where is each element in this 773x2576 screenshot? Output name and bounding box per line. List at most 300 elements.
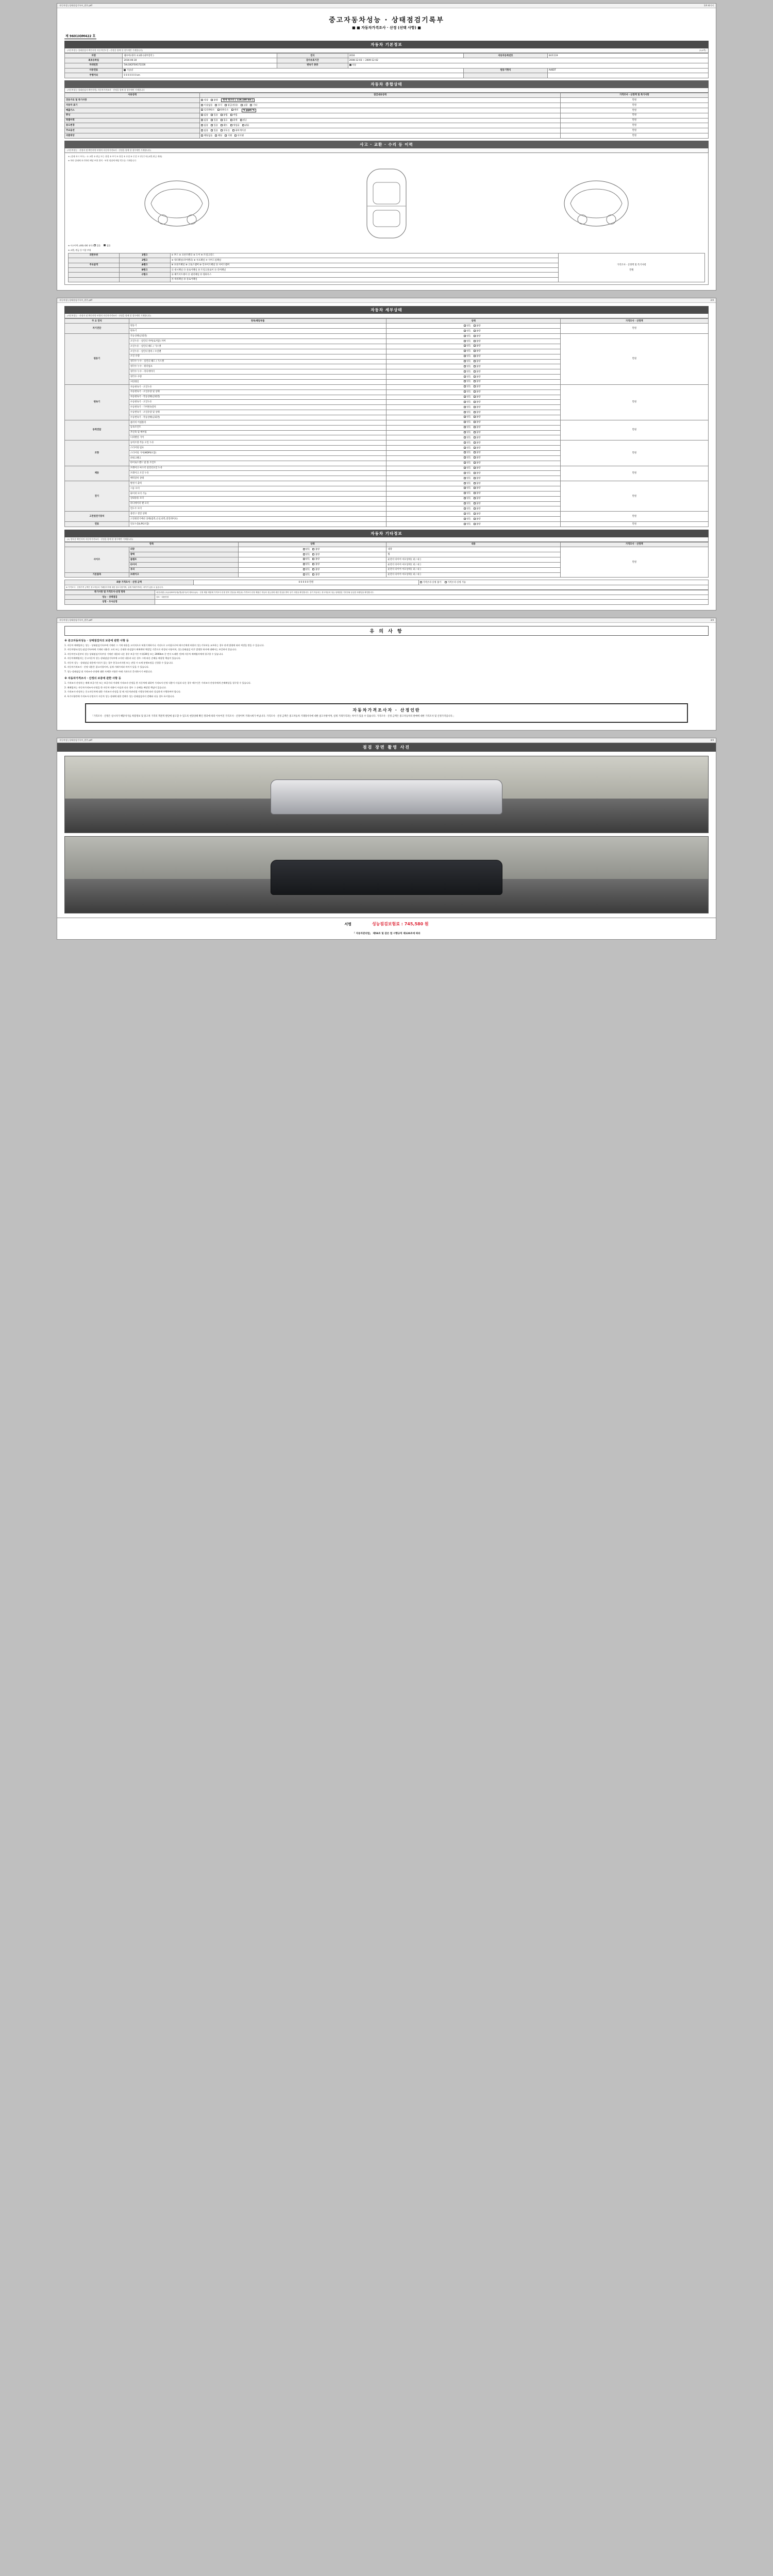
- overall-row-options: [200, 113, 560, 118]
- detail-opt-3-1-0[interactable]: 양호: [464, 426, 471, 429]
- overall-opt-6-1[interactable]: 있음: [211, 129, 218, 132]
- detail-opt-6-3-1[interactable]: 불량: [474, 497, 481, 500]
- section-band-overall: 자동차 종합상태: [64, 80, 709, 88]
- serial-number: 제 9601IOM422 호: [65, 35, 96, 38]
- detail-opt-2-0-1[interactable]: 불량: [474, 385, 481, 388]
- etc-opt-3-0[interactable]: 양호: [303, 563, 310, 566]
- value-mileage-note: [547, 73, 708, 78]
- accident-parts-title: ※ 교환, 판금 등 이상 부위: [68, 248, 91, 251]
- detail-opt-5-2-0[interactable]: 양호: [464, 477, 471, 480]
- table-row: [65, 547, 709, 552]
- overall-opt-4-0[interactable]: 없음: [201, 119, 208, 122]
- etc-opt-3-1[interactable]: 불량: [312, 563, 320, 566]
- etc-opt-4-1[interactable]: 불량: [312, 568, 320, 571]
- detail-opt-1-8-0[interactable]: 양호: [464, 376, 471, 379]
- detail-opt-5-2-1[interactable]: 불량: [474, 477, 481, 480]
- detail-item-state: [386, 339, 560, 344]
- detail-opt-8-0-1[interactable]: 불량: [474, 523, 481, 526]
- detail-opt-6-0-1[interactable]: 불량: [474, 482, 481, 485]
- overall-opt-5-2[interactable]: 렌트: [221, 124, 228, 127]
- overall-row-options: [200, 103, 560, 108]
- etc-opt-2-1[interactable]: 불량: [312, 558, 320, 561]
- etc-opt-4-0[interactable]: 양호: [303, 568, 310, 571]
- overall-row-label: 자동차 표기: [65, 103, 200, 108]
- notice-item: 4. 자동차매매업자는 중고자동차 성능·상태점검기록부에 고지된 내용과 다른 경우 그에 따른 손해를 배상할 책임이 있습니다.: [64, 657, 181, 660]
- detail-item-label: 파워크랭크: [129, 455, 386, 461]
- etc-opt-5-0[interactable]: 양호: [303, 573, 310, 577]
- section-note-basic: (자동차성능·상태점검자 확인사항 자동차인도일 : 산정을 함께 할 경우에만 기재합니다) (1/4쪽): [64, 48, 709, 53]
- detail-item-label: 디퍼렌셜 기어: [129, 435, 386, 440]
- document-title: 중고자동차성능 · 상태점검기록부: [329, 16, 444, 24]
- stamp-body: 「가격조사 · 산정은 실시자가 해당자가를 차량정보 및 중고차 가격의 객관적 판단에 참고할 수 있도록 현장상태 확인 결과에 따라 이루어진 가격조사 · 산정이며 거래시세가 아닙니다. 가격조사 · 산정 금액은 중고자동차 거래당사자에 대한 참고사항이며, 실제 거래가격과는 차이가 있을 수 있습니다. 가격조사 · 산정 금액은 중고자동차의 판매에 대한 가격조사 및 산정가격입니다.」: [91, 715, 456, 718]
- detail-opt-2-6-0[interactable]: 양호: [464, 416, 471, 419]
- etc-opt-1-0[interactable]: 양호: [303, 553, 310, 556]
- overall-opt-0-0[interactable]: 정상: [201, 99, 208, 102]
- overall-opt-0-1[interactable]: 불량: [211, 99, 218, 102]
- detail-item-state: [386, 420, 560, 425]
- detail-opt-0-1-1[interactable]: 불량: [474, 330, 481, 333]
- detail-opt-4-2-0[interactable]: 양호: [464, 451, 471, 454]
- signature-row: [57, 918, 716, 930]
- overall-opt-3-0[interactable]: 없음: [201, 114, 208, 117]
- detail-opt-2-5-0[interactable]: 양호: [464, 411, 471, 414]
- fuel-option[interactable]: 가솔린: [124, 69, 133, 72]
- overall-opt-4-3[interactable]: 화재: [230, 119, 238, 122]
- notice-heading-1: ※ 중고자동차성능 · 상태점검자의 보증에 관한 사항 등: [64, 639, 129, 642]
- detail-opt-2-2-0[interactable]: 양호: [464, 396, 471, 399]
- detail-group-note: 만원: [560, 466, 708, 481]
- detail-item-state: [386, 481, 560, 486]
- total-opt-unavailable[interactable]: 가격조사·산정 불가: [420, 581, 441, 584]
- detail-item-label: 발전기 출력: [129, 481, 386, 486]
- overall-opt-2-0[interactable]: 일산화탄소: [201, 109, 214, 112]
- detail-opt-8-0-0[interactable]: 양호: [464, 523, 471, 526]
- total-footnote: ※ 가격조사 · 산정가격 금액은 중고자동차 거래당사자에 대한 참고사항이며, 실제 거래가격과는 차이가 있을 수 있습니다.: [65, 585, 709, 589]
- accident-desc-2: ※ 하단 상태에 표기하면 해당 부위 위치 · 부위 명칭에 해당 번호를 기재합니다: [68, 159, 137, 162]
- etc-item-a: 광택: [129, 552, 238, 557]
- detail-opt-6-2-1[interactable]: 불량: [474, 492, 481, 495]
- detail-opt-6-0-0[interactable]: 양호: [464, 482, 471, 485]
- total-check-opts: [418, 580, 708, 585]
- col-detail-group: 주 요 장치: [65, 319, 129, 324]
- overall-opt-6-2[interactable]: 선루프: [221, 129, 230, 132]
- detail-opt-4-0-0[interactable]: 양호: [464, 442, 471, 445]
- detail-opt-7-1-0[interactable]: 양호: [464, 518, 471, 521]
- detail-opt-1-3-0[interactable]: 양호: [464, 350, 471, 353]
- value-car-name: 쉐보아(대우) 4.4D (내부장착 ): [123, 54, 277, 58]
- overall-row-detail: 현재 레코더 [ 119,180 km ]: [221, 98, 255, 102]
- overall-opt-4-2[interactable]: 침수: [221, 119, 228, 122]
- detail-opt-5-1-1[interactable]: 불량: [474, 472, 481, 475]
- etc-opt-0-1[interactable]: 불량: [312, 548, 320, 551]
- overall-opt-1-4[interactable]: 기타: [250, 104, 257, 107]
- detail-item-label: 냉각수 누수 - 워터펌프: [129, 364, 386, 369]
- overall-row-note: 만원: [560, 128, 708, 133]
- detail-item-state: [386, 522, 560, 527]
- detail-item-state: [386, 506, 560, 512]
- value-first-reg: 2016-06-30: [123, 58, 277, 63]
- viewer-filename-4: 자동차성능상태점검기록부_원본.pdf: [59, 739, 92, 742]
- overall-opt-7-1[interactable]: 해당: [215, 134, 222, 138]
- detail-opt-6-3-0[interactable]: 양호: [464, 497, 471, 500]
- detail-opt-4-1-1[interactable]: 불량: [474, 447, 481, 450]
- etc-opt-2-0[interactable]: 양호: [303, 558, 310, 561]
- photo-section-band: 점검 장면 촬영 사진: [57, 743, 716, 752]
- stamp-title: 자동차가격조사자 · 산정인란: [352, 708, 421, 713]
- viewer-pageinfo-3: 3/4: [710, 618, 714, 621]
- etc-group-base: 기본품목: [65, 572, 129, 578]
- overall-row-label: 배출가스: [65, 108, 200, 113]
- detail-opt-3-2-1[interactable]: 불량: [474, 431, 481, 434]
- detail-opt-2-4-1[interactable]: 불량: [474, 406, 481, 409]
- overall-opt-3-2[interactable]: 불법: [221, 114, 228, 117]
- viewer-filename: 자동차성능상태점검기록부_원본.pdf: [59, 4, 92, 7]
- detail-item-state: [386, 517, 560, 522]
- detail-opt-6-2-0[interactable]: 양호: [464, 492, 471, 495]
- overall-row-note: 만원: [560, 103, 708, 108]
- detail-item-label: 등속조인트: [129, 425, 386, 430]
- etc-item-state: [239, 552, 386, 557]
- detail-item-label: 변속기: [129, 329, 386, 334]
- detail-opt-1-2-1[interactable]: 불량: [474, 345, 481, 348]
- detail-item-label: 실내송풍 모터: [129, 496, 386, 501]
- accident-parts: ⑧ 프론트패널 ⑨ 크로스멤버 ⑩ 인사이드패널 ⑪ 사이드멤버: [170, 263, 558, 267]
- accident-diagram-area: [64, 153, 709, 285]
- detail-item-state: [386, 359, 560, 364]
- detail-item-state: [386, 425, 560, 430]
- overall-opt-4-4[interactable]: 전손: [240, 119, 247, 122]
- overall-opt-7-2[interactable]: 이행: [225, 134, 232, 138]
- overall-row-options: [200, 108, 560, 113]
- detail-item-state: [386, 379, 560, 384]
- detail-item-state: [386, 440, 560, 446]
- detail-opt-7-0-1[interactable]: 불량: [474, 513, 481, 516]
- detail-opt-1-9-1[interactable]: 불량: [474, 380, 481, 383]
- notice-item: 2. 자동차양도(성능점검기록부)에 기재된 내용은 고의 또는 중대한 과실없이 매매계약 체결일 기준으로 작성된 사항이며, 성능상태점검 이후 발생한 하자에 대해서는 보증하지 않습니다.: [64, 648, 237, 651]
- detail-opt-7-0-0[interactable]: 양호: [464, 513, 471, 516]
- sheet-page-1: [57, 3, 716, 291]
- detail-opt-3-1-1[interactable]: 불량: [474, 426, 481, 429]
- detail-opt-1-8-1[interactable]: 불량: [474, 376, 481, 379]
- section-note-detail: (자동차성능 · 산정자 및 확인사항 부위의 자동차가격조사 · 산정을 함께 할 경우에만 기재합니다): [64, 314, 709, 318]
- accident-parts: ⑤ 쿼터패널(리어펜더) ⑥ 루프패널 ⑦ 사이드실패널: [170, 258, 558, 263]
- detail-item-label: 고전원전기배선 상태(접촉,손상,피복,절연테이프): [129, 517, 386, 522]
- notice-item: 2. 매매업자는 자동차가격조사·산정을 한 자동차 내용이 사실과 다른 경우 그 손해를 배상할 책임이 있습니다.: [64, 686, 166, 689]
- value-total-digits: 0 0 0 0 0 만원: [193, 580, 418, 585]
- notice-item: 7. 성능·상태점검 및 가격조사·산정에 대한 자세한 사항은 아래 기관으로 문의하시기 바랍니다.: [64, 670, 153, 673]
- detail-opt-3-3-1[interactable]: 불량: [474, 436, 481, 439]
- value-reg-no: 04호119: [547, 54, 708, 58]
- table-row: [65, 118, 709, 123]
- detail-opt-4-2-1[interactable]: 불량: [474, 451, 481, 454]
- label-fuel: 사용연료: [65, 68, 123, 73]
- accident-parts: ⑫ 대시패널 ⑬ 플로어패널 ⑭ 트렁크플로어 ⑮ 리어패널: [170, 268, 558, 273]
- detail-item-state: [386, 349, 560, 354]
- detail-opt-5-0-0[interactable]: 양호: [464, 467, 471, 470]
- etc-item-a: 외장: [129, 547, 238, 552]
- detail-opt-2-0-0[interactable]: 양호: [464, 385, 471, 388]
- overall-opt-5-3[interactable]: 영업용: [230, 124, 240, 127]
- detail-opt-1-4-0[interactable]: 양호: [464, 355, 471, 358]
- detail-item-state: [386, 389, 560, 395]
- detail-item-state: [386, 415, 560, 420]
- detail-item-label: 와이퍼 모터 기능: [129, 491, 386, 496]
- detail-group-note: 만원: [560, 334, 708, 385]
- table-row: [65, 108, 709, 113]
- overall-opt-5-0[interactable]: 없음: [201, 124, 208, 127]
- overall-opt-6-3[interactable]: 내비게이션: [232, 129, 246, 132]
- table-row: [65, 128, 709, 133]
- detail-item-state: [386, 410, 560, 415]
- detail-opt-4-4-0[interactable]: 양호: [464, 462, 471, 465]
- overall-opt-1-1[interactable]: 부식: [215, 104, 222, 107]
- detail-opt-2-3-1[interactable]: 불량: [474, 401, 481, 404]
- table-row: [65, 384, 709, 389]
- detail-opt-1-0-0[interactable]: 양호: [464, 335, 471, 338]
- overall-row-note: 만원: [560, 123, 708, 128]
- detail-opt-4-1-0[interactable]: 양호: [464, 447, 471, 450]
- table-row: [65, 512, 709, 517]
- signoff-label: 성명 · 조사산정: [65, 600, 155, 604]
- detail-opt-3-0-0[interactable]: 양호: [464, 421, 471, 424]
- notice-item: 1. 자동차 매매업자는 성능 · 상태점검기록부에 기재된 그 기재 내용을 고의적으로 허위기재하거나 거짓으로 고지함으로써 매수인에게 허위의 성능기록부를 교부하는 경우 관계 법령에 따라 처벌을 받을 수 있습니다.: [64, 643, 264, 647]
- viewer-pageinfo: 1/4 페이지: [703, 4, 714, 7]
- detail-opt-6-1-0[interactable]: 양호: [464, 487, 471, 490]
- detail-item-state: [386, 471, 560, 476]
- section-band-detail: 자동차 세부상태: [64, 306, 709, 314]
- notice-item: 3. 가격조사·산정자는 중고자동차에 대한 가격조사·산정을 할 때 자동차관리법 시행규칙에 따라 성실하게 수행하여야 합니다.: [64, 690, 181, 693]
- detail-opt-7-1-1[interactable]: 불량: [474, 518, 481, 521]
- detail-opt-1-9-0[interactable]: 양호: [464, 380, 471, 383]
- overall-row-label: 리콜대상: [65, 133, 200, 139]
- value-mileage: 0 0 0 0 0 0 km: [123, 73, 464, 78]
- etc-note: 만원: [560, 547, 708, 578]
- table-row: [65, 580, 709, 585]
- document-body-2: [57, 303, 716, 610]
- detail-opt-2-3-0[interactable]: 양호: [464, 401, 471, 404]
- detail-item-label: 오일누유 - 실린더 커버(로커암) 커버: [129, 339, 386, 344]
- detail-item-label: 충전구 절연 상태: [129, 512, 386, 517]
- detail-opt-3-3-0[interactable]: 양호: [464, 436, 471, 439]
- detail-opt-6-4-1[interactable]: 불량: [474, 502, 481, 505]
- detail-opt-1-2-0[interactable]: 양호: [464, 345, 471, 348]
- detail-opt-4-3-1[interactable]: 불량: [474, 456, 481, 460]
- table-row: [65, 113, 709, 118]
- table-row: [65, 334, 709, 339]
- detail-opt-2-5-1[interactable]: 불량: [474, 411, 481, 414]
- etc-opt-5-1[interactable]: 불량: [312, 573, 320, 577]
- detail-item-label: 자동변속기 - 작동상태(공회전): [129, 395, 386, 400]
- notice-heading-2: ※ 자동차가격조사 · 산정의 보증에 관한 사항 등: [64, 677, 121, 681]
- accident-note: 가격조사 · 산정액 및 특기사항 만원: [558, 253, 704, 282]
- etc-group-size: 사이즈: [65, 547, 129, 572]
- detail-item-state: [386, 446, 560, 451]
- detail-item-label: 배력장치 상태: [129, 476, 386, 481]
- detail-opt-6-5-1[interactable]: 불량: [474, 507, 481, 511]
- table-header-row: [65, 542, 709, 547]
- detail-opt-4-4-1[interactable]: 불량: [474, 462, 481, 465]
- table-etc: [64, 542, 709, 578]
- detail-opt-1-7-0[interactable]: 양호: [464, 370, 471, 374]
- notice-title: 유 의 사 항: [64, 626, 709, 636]
- detail-item-label: 클러치 어셈블리: [129, 420, 386, 425]
- total-opt-available[interactable]: 가격조사·산정 가능: [445, 581, 466, 584]
- car-diagram-right-side-icon: [558, 175, 635, 232]
- detail-item-state: [386, 491, 560, 496]
- detail-group-note: 만원: [560, 522, 708, 527]
- etc-item-state: [239, 572, 386, 578]
- detail-item-label: 시동 모터: [129, 486, 386, 491]
- detail-group-7: 고전원전기장치: [65, 512, 129, 522]
- detail-opt-1-1-0[interactable]: 양호: [464, 340, 471, 343]
- detail-opt-2-4-0[interactable]: 양호: [464, 406, 471, 409]
- detail-item-state: [386, 512, 560, 517]
- detail-opt-1-7-1[interactable]: 불량: [474, 370, 481, 374]
- table-row: [65, 68, 709, 73]
- table-row: [65, 123, 709, 128]
- accident-opt-no[interactable]: 없음: [104, 244, 110, 247]
- sheet-page-4: [57, 738, 716, 940]
- table-header-row: [65, 93, 709, 97]
- label-first-reg: 최초등록일: [65, 58, 123, 63]
- overall-opt-3-1[interactable]: 있음: [211, 114, 218, 117]
- legal-footer: 「 자동차관리법」 제58조 및 같은 법 시행규칙 제120조에 따라: [352, 933, 421, 936]
- overall-row-note: 만원: [560, 98, 708, 103]
- table-row: [65, 600, 709, 604]
- detail-item-label: 브레이크 마스터 실린더오일 누유: [129, 466, 386, 471]
- overall-opt-7-0[interactable]: 해당없음: [201, 134, 212, 138]
- accident-rank: 2랭크: [119, 258, 170, 263]
- detail-opt-0-1-0[interactable]: 양호: [464, 330, 471, 333]
- detail-opt-6-4-0[interactable]: 양호: [464, 502, 471, 505]
- section-note-accident: (자동차성능 · 산정자 및 확인사항 부위의 자동차가격조사 · 산정을 함께 할 경우에만 기재합니다): [64, 148, 709, 153]
- signoff-value: 상호 · 내용전결: [155, 595, 708, 600]
- detail-group-note: 만원: [560, 384, 708, 420]
- etc-item-b: 운전석 타이어 마모상태 [ 외 / 내 ]: [386, 562, 560, 567]
- detail-item-label: 스티어링 기어(MDPS포함): [129, 450, 386, 455]
- etc-opt-1-1[interactable]: 불량: [312, 553, 320, 556]
- detail-group-0: 자기진단: [65, 324, 129, 334]
- sheet-page-3: [57, 618, 716, 731]
- col-etc-note: 가격조사 · 산정액: [560, 542, 708, 547]
- accident-parts: ⑲ 데쉬패널 ⑳ 플로어패널: [170, 277, 558, 282]
- table-row: [65, 595, 709, 600]
- accident-rank: [119, 277, 170, 282]
- label-vin: 차대번호: [65, 63, 123, 68]
- detail-item-state: [386, 364, 560, 369]
- etc-opt-0-0[interactable]: 양호: [303, 548, 310, 551]
- overall-row-note: 만원: [560, 118, 708, 123]
- accident-opt-yes[interactable]: 있음: [94, 244, 100, 247]
- label-inspect-period: 검사유효기간: [277, 58, 348, 63]
- detail-opt-3-0-1[interactable]: 불량: [474, 421, 481, 424]
- photo-list: [57, 752, 716, 918]
- detail-opt-1-1-1[interactable]: 불량: [474, 340, 481, 343]
- section-band-etc: 자동차 기타정보: [64, 530, 709, 537]
- detail-item-label: 냉각수 수량: [129, 375, 386, 380]
- accident-rank: B랭크: [119, 268, 170, 273]
- detail-opt-1-5-1[interactable]: 불량: [474, 360, 481, 363]
- signature-label: 서명: [344, 922, 351, 926]
- detail-opt-3-2-0[interactable]: 양호: [464, 431, 471, 434]
- detail-item-state: [386, 501, 560, 506]
- detail-opt-1-4-1[interactable]: 불량: [474, 355, 481, 358]
- detail-opt-1-6-0[interactable]: 양호: [464, 365, 471, 368]
- label-mileage: 주행거리: [65, 73, 123, 78]
- viewer-pageinfo-2: 2/4: [710, 299, 714, 302]
- overall-opt-2-1[interactable]: 탄화수소: [217, 109, 229, 112]
- overall-row-options: [200, 98, 560, 103]
- detail-item-label: 수동변속기 - 오일유량 및 상태: [129, 410, 386, 415]
- detail-opt-1-0-1[interactable]: 불량: [474, 335, 481, 338]
- section-band-accident: 사고 · 교환 · 수리 등 이력: [64, 141, 709, 148]
- section-band-basic: 자동차 기본정보: [64, 41, 709, 48]
- viewer-topbar-3: [57, 618, 716, 623]
- detail-item-state: [386, 334, 560, 339]
- table-row: [65, 133, 709, 139]
- overall-opt-6-0[interactable]: 없음: [201, 129, 208, 132]
- overall-opt-2-2[interactable]: 매연: [231, 109, 239, 112]
- detail-group-1: 원동기: [65, 334, 129, 385]
- detail-item-label: 윈도우 모터: [129, 506, 386, 512]
- detail-item-state: [386, 450, 560, 455]
- trans-option-auto[interactable]: 자동: [349, 64, 357, 67]
- detail-opt-5-1-0[interactable]: 양호: [464, 472, 471, 475]
- detail-item-state: [386, 354, 560, 359]
- overall-opt-1-3[interactable]: 교환: [241, 104, 248, 107]
- detail-opt-2-6-1[interactable]: 불량: [474, 416, 481, 419]
- detail-opt-0-0-0[interactable]: 양호: [464, 325, 471, 328]
- detail-opt-6-1-1[interactable]: 불량: [474, 487, 481, 490]
- overall-opt-1-2[interactable]: 판금(정상): [225, 104, 238, 107]
- detail-opt-6-5-0[interactable]: 양호: [464, 507, 471, 511]
- col-overall-name: 사용상태: [65, 93, 200, 97]
- detail-opt-1-5-0[interactable]: 양호: [464, 360, 471, 363]
- detail-opt-1-6-1[interactable]: 불량: [474, 365, 481, 368]
- detail-opt-0-0-1[interactable]: 불량: [474, 325, 481, 328]
- overall-opt-5-4[interactable]: 관용: [242, 124, 249, 127]
- car-diagram-left-side-icon: [138, 175, 215, 232]
- detail-item-label: 스티어링 펌프: [129, 446, 386, 451]
- signoff-value: 내진(대한) (1)(1)5557(대)(명)(당사)의 대표(1)(1) · 산정 제품 제품에 가격조사·산정 항목 전문(2) 확인(2) 가격조사·산정 제품은 자동차 성능상태 대한 현실을 받아 상기 사항을 확인합니다. 상기 자동차는 중고자동차 성능·상태점검 기록부와 동일한 차량임을 확인합니다.: [155, 590, 708, 595]
- detail-item-state: [386, 324, 560, 329]
- document-subtitle: ■ ■ 자동차가격조사 · 산정 (선택 사항) ■: [352, 26, 421, 30]
- detail-opt-1-3-1[interactable]: 불량: [474, 350, 481, 353]
- col-detail-item: 항목/해당부품: [129, 319, 386, 324]
- detail-item-state: [386, 395, 560, 400]
- overall-row-note: 만원: [560, 133, 708, 139]
- overall-opt-1-0[interactable]: 이상없음: [201, 104, 212, 107]
- overall-opt-4-1[interactable]: 있음: [211, 119, 218, 122]
- detail-opt-2-1-0[interactable]: 양호: [464, 391, 471, 394]
- detail-item-state: [386, 486, 560, 491]
- detail-opt-4-0-1[interactable]: 불량: [474, 442, 481, 445]
- label-trans: 변속기 종류: [277, 63, 348, 68]
- col-etc-item: 항목: [65, 542, 239, 547]
- detail-opt-4-3-0[interactable]: 양호: [464, 456, 471, 460]
- overall-opt-5-1[interactable]: 있음: [211, 124, 218, 127]
- detail-group-4: 조향: [65, 440, 129, 466]
- detail-opt-2-1-1[interactable]: 불량: [474, 391, 481, 394]
- overall-opt-3-3[interactable]: 적법: [230, 114, 238, 117]
- detail-opt-2-2-1[interactable]: 불량: [474, 396, 481, 399]
- overall-row-options: [200, 128, 560, 133]
- detail-opt-5-0-1[interactable]: 불량: [474, 467, 481, 470]
- accident-desc-1: ※ (상태 표시 부호) : ① 교환 ② 판금 또는 용접 ③ 부식 ④ 흠집 ⑤ 요철 ⑥ 손상 ⑦ 단순수리(교환,판금 제외): [68, 155, 162, 158]
- photo-rear-view: [64, 836, 709, 913]
- overall-opt-7-3[interactable]: 미이행: [234, 134, 244, 138]
- overall-row-label: 특별이력: [65, 118, 200, 123]
